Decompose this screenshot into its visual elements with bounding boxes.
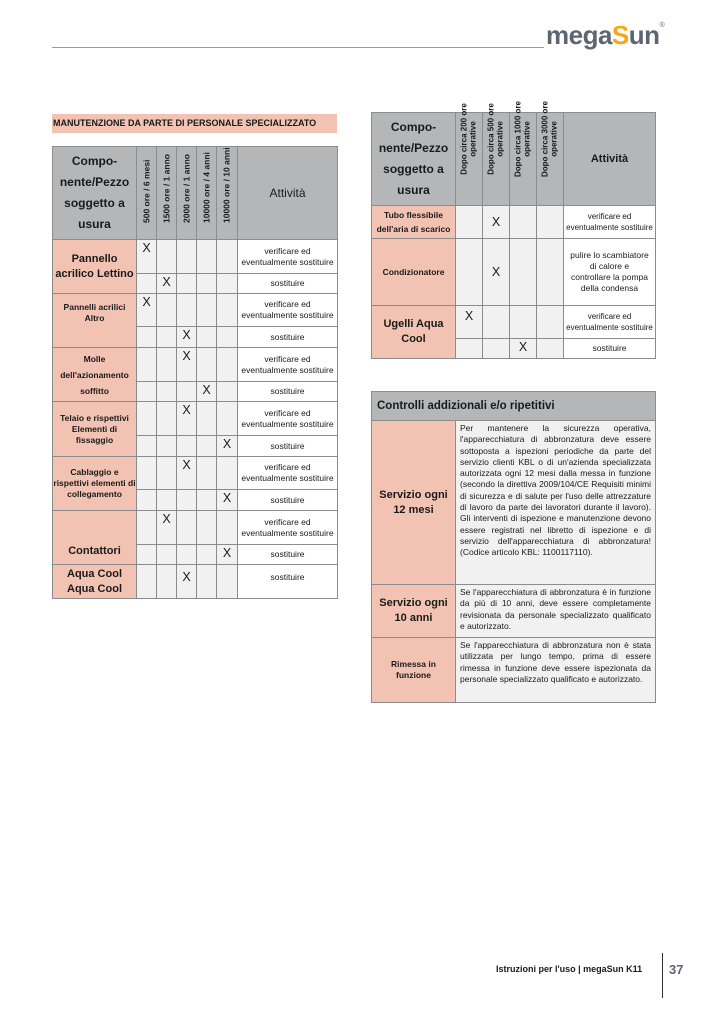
interval-mark [137,436,157,457]
interval-mark: X [157,274,177,294]
interval-mark [197,294,217,327]
activity-cell: verificare ed eventualmente sostituire [564,306,656,339]
column-header-interval: 500 ore / 6 mesi [137,147,157,240]
service-label: Servizio ogni 12 mesi [372,421,456,585]
activity-cell: verificare ed eventualmente sostituire [238,402,338,436]
section-title: MANUTENZIONE DA PARTE DI PERSONALE SPECIALIZZATO [52,114,337,133]
activity-cell: verificare ed eventualmente sostituire [238,457,338,490]
column-header-interval: Dopo circa 3000 ore operative [537,113,564,206]
interval-mark [217,240,238,274]
column-header-interval: Dopo circa 1000 ore operative [510,113,537,206]
activity-cell: verificare ed eventualmente sostituire [564,206,656,239]
interval-mark [537,339,564,359]
interval-mark [157,457,177,490]
component-cell: Pannello acrilico Lettino [53,240,137,294]
component-cell: Condizionatore [372,239,456,306]
interval-mark [197,511,217,545]
interval-mark [137,457,157,490]
interval-mark [197,457,217,490]
interval-mark [157,348,177,382]
interval-mark [510,206,537,239]
interval-mark [177,436,197,457]
column-header-interval: Dopo circa 500 ore operative [483,113,510,206]
service-description: Se l'apparecchiatura di abbronzatura è in funzione da più di 10 anni, deve essere completamente revisionata da personale specializzato qualificato e autorizzato. [456,585,656,638]
interval-mark [177,382,197,402]
interval-mark [137,348,157,382]
service-description: Se l'apparecchiatura di abbronzatura non è stata utilizzata per lungo tempo, prima di essere rimessa in funzione deve essere ispezionata da personale specializzato qualificato e autorizzato. [456,638,656,703]
interval-mark: X [217,436,238,457]
service-label: Rimessa in funzione [372,638,456,703]
column-header-interval: Dopo circa 200 ore operative [456,113,483,206]
column-header-interval: 2000 ore / 1 anno [177,147,197,240]
operating-hours-table [371,100,656,359]
activity-cell: verificare ed eventualmente sostituire [238,294,338,327]
interval-mark: X [177,348,197,382]
brand-logo [546,20,664,51]
maintenance-table [52,146,338,599]
interval-mark: X [510,339,537,359]
interval-mark [157,240,177,274]
component-cell: Contattori [53,511,137,565]
page-number: 37 [669,962,684,977]
interval-mark: X [483,206,510,239]
interval-mark [217,294,238,327]
activity-cell: sostituire [238,545,338,565]
interval-mark [483,339,510,359]
interval-mark [197,327,217,348]
logo-text-highlight: S [611,20,629,50]
interval-mark [483,306,510,339]
interval-mark [137,511,157,545]
interval-mark [137,274,157,294]
interval-mark [537,239,564,306]
component-cell: Tubo flessibile dell'aria di scarico [372,206,456,239]
interval-mark [137,327,157,348]
interval-mark [217,565,238,599]
interval-mark [510,306,537,339]
interval-mark [197,436,217,457]
footer-text: Istruzioni per l'uso | megaSun K11 [496,964,643,974]
interval-mark: X [137,294,157,327]
service-label: Servizio ogni 10 anni [372,585,456,638]
activity-cell: sostituire [238,436,338,457]
interval-mark [197,565,217,599]
interval-mark [217,327,238,348]
logo-registered-mark: ® [659,22,665,29]
activity-cell: verificare ed eventualmente sostituire [238,348,338,382]
column-header-activity: Attività [238,147,338,240]
interval-mark [137,382,157,402]
interval-mark [217,348,238,382]
interval-mark: X [217,545,238,565]
interval-mark: X [197,382,217,402]
interval-mark [157,490,177,511]
interval-mark [456,239,483,306]
interval-mark: X [483,239,510,306]
interval-mark [197,545,217,565]
interval-mark [197,490,217,511]
interval-mark [177,240,197,274]
interval-mark [157,402,177,436]
column-header-activity: Attività [564,113,656,206]
interval-mark [217,382,238,402]
activity-cell: sostituire [238,490,338,511]
interval-mark [137,402,157,436]
interval-mark: X [177,327,197,348]
interval-mark [177,490,197,511]
activity-cell: sostituire [238,274,338,294]
interval-mark: X [177,457,197,490]
column-header-component: Compo-nente/Pezzo soggetto a usura [53,147,137,240]
interval-mark: X [217,490,238,511]
interval-mark [510,239,537,306]
interval-mark [137,490,157,511]
component-cell: Aqua Cool Aqua Cool [53,565,137,599]
additional-checks-title: Controlli addizionali e/o ripetitivi [372,392,656,421]
activity-cell: sostituire [238,565,338,599]
footer-divider [662,953,663,998]
component-cell: Ugelli Aqua Cool [372,306,456,359]
column-header-component: Compo-nente/Pezzo soggetto a usura [372,113,456,206]
interval-mark [537,306,564,339]
logo-text-prefix: mega [546,20,612,50]
interval-mark [157,294,177,327]
interval-mark [217,511,238,545]
header-rule [52,47,544,48]
interval-mark: X [177,565,197,599]
interval-mark [157,436,177,457]
interval-mark [177,545,197,565]
column-header-interval: 10000 ore / 4 anni [197,147,217,240]
column-header-interval: 10000 ore / 10 anni [217,147,238,240]
interval-mark [157,565,177,599]
interval-mark [537,206,564,239]
component-cell: Pannelli acrilici Altro [53,294,137,348]
interval-mark [177,294,197,327]
activity-cell: sostituire [238,327,338,348]
component-cell: Telaio e rispettivi Elementi di fissaggio [53,402,137,457]
additional-checks-table [371,391,656,703]
interval-mark [137,565,157,599]
component-cell: Cablaggio e rispettivi elementi di collegamento [53,457,137,511]
service-description: Per mantenere la sicurezza operativa, l'apparecchiatura di abbronzatura deve essere sottoposta a ispezioni periodiche da parte del servizio clienti KBL o di un'azienda specializzata autorizzata ogni 12 mesi dalla messa in funzione (secondo la direttiva 2009/104/CE Requisiti minimi di sicurezza e di salute per l'uso delle attrezzature di lavoro da parte dei lavoratori durante il lavoro). Gli interventi di ispezione e manutenzione devono essere registrati nel libretto di ispezione e di servizio dell'apparecchiatura di abbronzatura! (Codice articolo KBL: 1100117110). [456,421,656,585]
interval-mark [137,545,157,565]
activity-cell: verificare ed eventualmente sostituire [238,240,338,274]
interval-mark: X [157,511,177,545]
interval-mark [456,339,483,359]
activity-cell: sostituire [238,382,338,402]
activity-cell: sostituire [564,339,656,359]
interval-mark [197,402,217,436]
logo-text-suffix: un [628,20,660,50]
interval-mark [197,348,217,382]
interval-mark: X [177,402,197,436]
column-header-interval: 1500 ore / 1 anno [157,147,177,240]
activity-cell: verificare ed eventualmente sostituire [238,511,338,545]
component-cell: Molle dell'azionamento soffitto [53,348,137,402]
interval-mark [217,274,238,294]
interval-mark [197,274,217,294]
interval-mark [157,545,177,565]
interval-mark [157,382,177,402]
interval-mark [197,240,217,274]
interval-mark [177,511,197,545]
interval-mark [456,206,483,239]
interval-mark [217,457,238,490]
interval-mark [157,327,177,348]
interval-mark: X [137,240,157,274]
interval-mark: X [456,306,483,339]
activity-cell: pulire lo scambiatore di calore e controllare la pompa della condensa [564,239,656,306]
interval-mark [217,402,238,436]
interval-mark [177,274,197,294]
